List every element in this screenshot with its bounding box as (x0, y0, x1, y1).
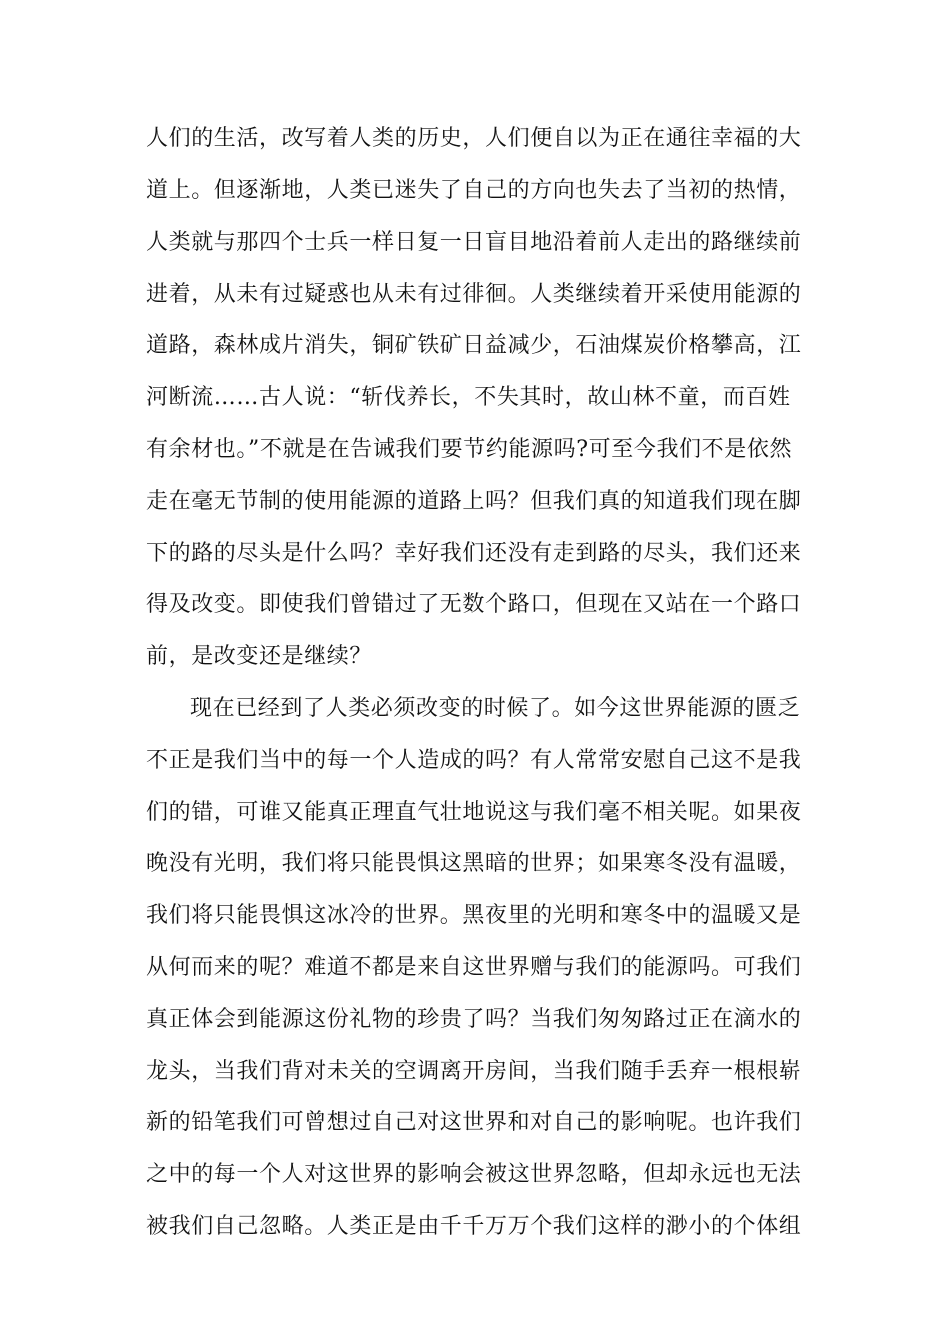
text-line: 们的错，可谁又能真正理直气壮地说这与我们毫不相关呢。如果夜 (146, 800, 802, 825)
text-line: 龙头，当我们背对未关的空调离开房间，当我们随手丢弃一根根崭 (146, 1059, 802, 1084)
text-line: 晚没有光明，我们将只能畏惧这黑暗的世界；如果寒冬没有温暖， (146, 851, 802, 876)
text-line: 真正体会到能源这份礼物的珍贵了吗？当我们匆匆路过正在滴水的 (146, 1007, 802, 1032)
text-line: 人类就与那四个士兵一样日复一日盲目地沿着前人走出的路继续前 (146, 230, 802, 255)
text-line: 新的铅笔我们可曾想过自己对这世界和对自己的影响呢。也许我们 (146, 1110, 802, 1135)
text-line: 进着，从未有过疑惑也从未有过徘徊。人类继续着开采使用能源的 (146, 282, 802, 307)
text-line: 有余材也。”不就是在告诫我们要节约能源吗?可至今我们不是依然 (146, 437, 793, 462)
text-line: 从何而来的呢？难道不都是来自这世界赠与我们的能源吗。可我们 (146, 955, 802, 980)
text-line: 被我们自己忽略。人类正是由千千万万个我们这样的渺小的个体组 (146, 1214, 802, 1239)
text-line: 下的路的尽头是什么吗？幸好我们还没有走到路的尽头，我们还来 (146, 541, 802, 566)
text-line: 前，是改变还是继续？ (146, 644, 373, 669)
paragraph-first-line: 现在已经到了人类必须改变的时候了。如今这世界能源的匮乏 (190, 696, 801, 721)
text-line: 我们将只能畏惧这冰冷的世界。黑夜里的光明和寒冬中的温暖又是 (146, 903, 802, 928)
text-line: 得及改变。即使我们曾错过了无数个路口，但现在又站在一个路口 (146, 592, 802, 617)
text-line: 道上。但逐渐地，人类已迷失了自己的方向也失去了当初的热情， (146, 178, 802, 203)
text-line: 走在毫无节制的使用能源的道路上吗？但我们真的知道我们现在脚 (146, 489, 802, 514)
text-line: 人们的生活，改写着人类的历史，人们便自以为正在通往幸福的大 (146, 126, 802, 151)
text-line: 河断流……古人说：“斩伐养长，不失其时，故山林不童，而百姓 (146, 385, 791, 410)
text-line: 之中的每一个人对这世界的影响会被这世界忽略，但却永远也无法 (146, 1162, 802, 1187)
text-line: 不正是我们当中的每一个人造成的吗？有人常常安慰自己这不是我 (146, 748, 802, 773)
text-line: 道路，森林成片消失，铜矿铁矿日益减少，石油煤炭价格攀高，江 (146, 333, 802, 358)
